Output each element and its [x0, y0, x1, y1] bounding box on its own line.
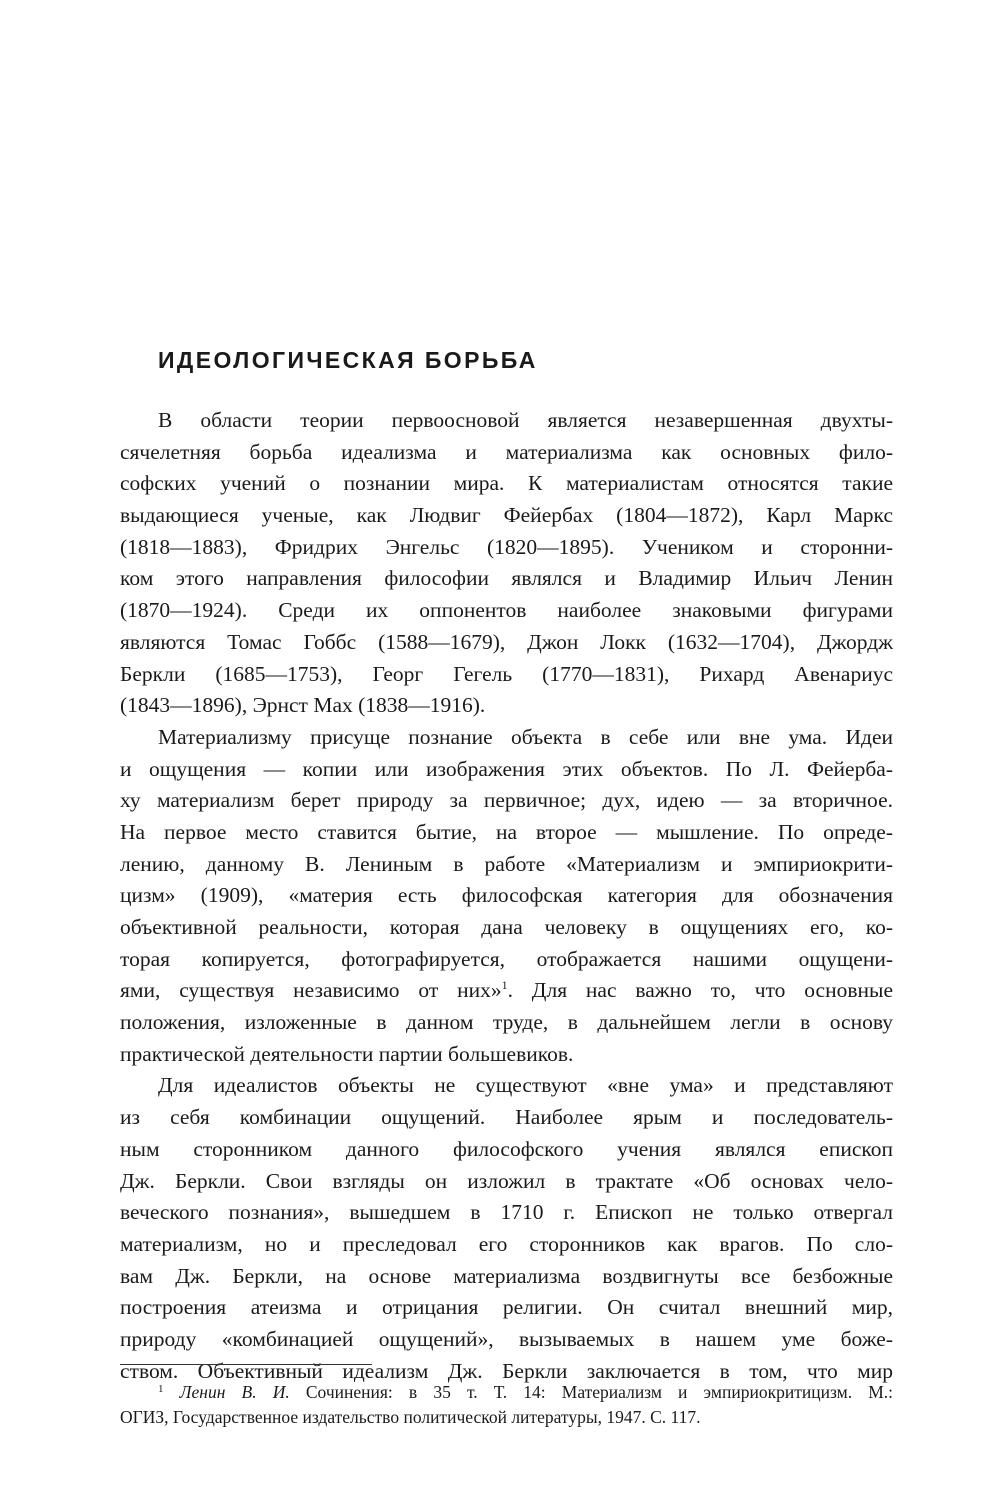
text-line: Для идеалистов объекты не существуют «вне ума» и представляют	[158, 1073, 893, 1098]
footnote-author: Ленин В. И.	[179, 1382, 290, 1402]
text-line: (1818—1883), Фридрих Энгельс (1820—1895). Учеником и сторонни-	[120, 534, 893, 559]
text-line: торая копируется, фотографируется, отображается нашими ощущени-	[120, 946, 893, 971]
footnote-reference[interactable]: 1	[501, 978, 508, 993]
text-segment: ями, существуя независимо от них»	[120, 978, 502, 1003]
text-line: сячелетняя борьба идеализма и материализма как основных фило-	[120, 439, 893, 464]
text-line: софских учений о познании мира. К материалистам относятся такие	[120, 471, 893, 496]
text-line: являются Томас Гоббс (1588—1679), Джон Локк (1632—1704), Джордж	[120, 629, 893, 654]
text-line: и ощущения — копии или изображения этих объектов. По Л. Фейерба-	[120, 756, 893, 781]
text-segment: . Для нас важно то, что основные	[507, 978, 893, 1003]
text-line: ством. Объективный идеализм Дж. Беркли заключается в том, что мир	[120, 1358, 893, 1383]
text-line: ным сторонником данного философского учения являлся епископ	[120, 1136, 893, 1161]
footnote-line: ОГИЗ, Государственное издательство политической литературы, 1947. С. 117.	[120, 1407, 701, 1427]
footnotes	[120, 1380, 893, 1430]
text-line: (1843—1896), Эрнст Мах (1838—1916).	[120, 693, 486, 718]
text-line: Дж. Беркли. Свои взгляды он изложил в трактате «Об основах чело-	[120, 1168, 893, 1193]
text-line: На первое место ставится бытие, на второе — мышление. По опреде-	[120, 819, 893, 844]
footnote-text: Сочинения: в 35 т. Т. 14: Материализм и эмпириокритицизм. М.:	[289, 1382, 893, 1402]
text-line: веческого познания», вышедшем в 1710 г. Епископ не только отвергал	[120, 1200, 893, 1225]
text-line: объективной реальности, которая дана человеку в ощущениях его, ко-	[120, 915, 893, 939]
text-line: Беркли (1685—1753), Георг Гегель (1770—1831), Рихард Авенариус	[120, 661, 893, 686]
footnote-marker: 1	[158, 1383, 164, 1395]
footnote-divider	[120, 1364, 372, 1365]
text-line: выдающиеся ученые, как Людвиг Фейербах (1804—1872), Карл Маркс	[120, 503, 893, 528]
footnote-line	[120, 1380, 893, 1405]
text-line: вам Дж. Беркли, на основе материализма воздвигнуты все безбожные	[120, 1263, 893, 1288]
text-line: ху материализм берет природу за первичное; дух, идею — за вторичное.	[120, 788, 893, 813]
text-line: Материализму присуще познание объекта в себе или вне ума. Идеи	[158, 724, 893, 749]
text-line: из себя комбинации ощущений. Наиболее ярым и последователь-	[120, 1105, 893, 1130]
text-line: (1870—1924). Среди их оппонентов наиболее знаковыми фигурами	[120, 598, 893, 623]
text-line: В области теории первоосновой является незавершенная двухты-	[158, 408, 893, 432]
body-text	[120, 405, 893, 1387]
text-line: ком этого направления философии являлся и Владимир Ильич Ленин	[120, 566, 893, 591]
text-line: практической деятельности партии большевиков.	[120, 1041, 574, 1066]
text-line-with-footnote-ref	[120, 975, 893, 1007]
section-heading: ИДЕОЛОГИЧЕСКАЯ БОРЬБА	[158, 347, 538, 373]
text-line: цизм» (1909), «материя есть философская категория для обозначения	[120, 883, 893, 908]
text-line: природу «комбинацией ощущений», вызываемых в нашем уме боже-	[120, 1326, 893, 1351]
text-line: материализм, но и преследовал его сторонников как врагов. По сло-	[120, 1231, 893, 1256]
text-line: лению, данному В. Лениным в работе «Материализм и эмпириокрити-	[120, 851, 893, 876]
text-line: построения атеизма и отрицания религии. Он считал внешний мир,	[120, 1295, 893, 1320]
text-line: положения, изложенные в данном труде, в дальнейшем легли в основу	[120, 1010, 893, 1035]
